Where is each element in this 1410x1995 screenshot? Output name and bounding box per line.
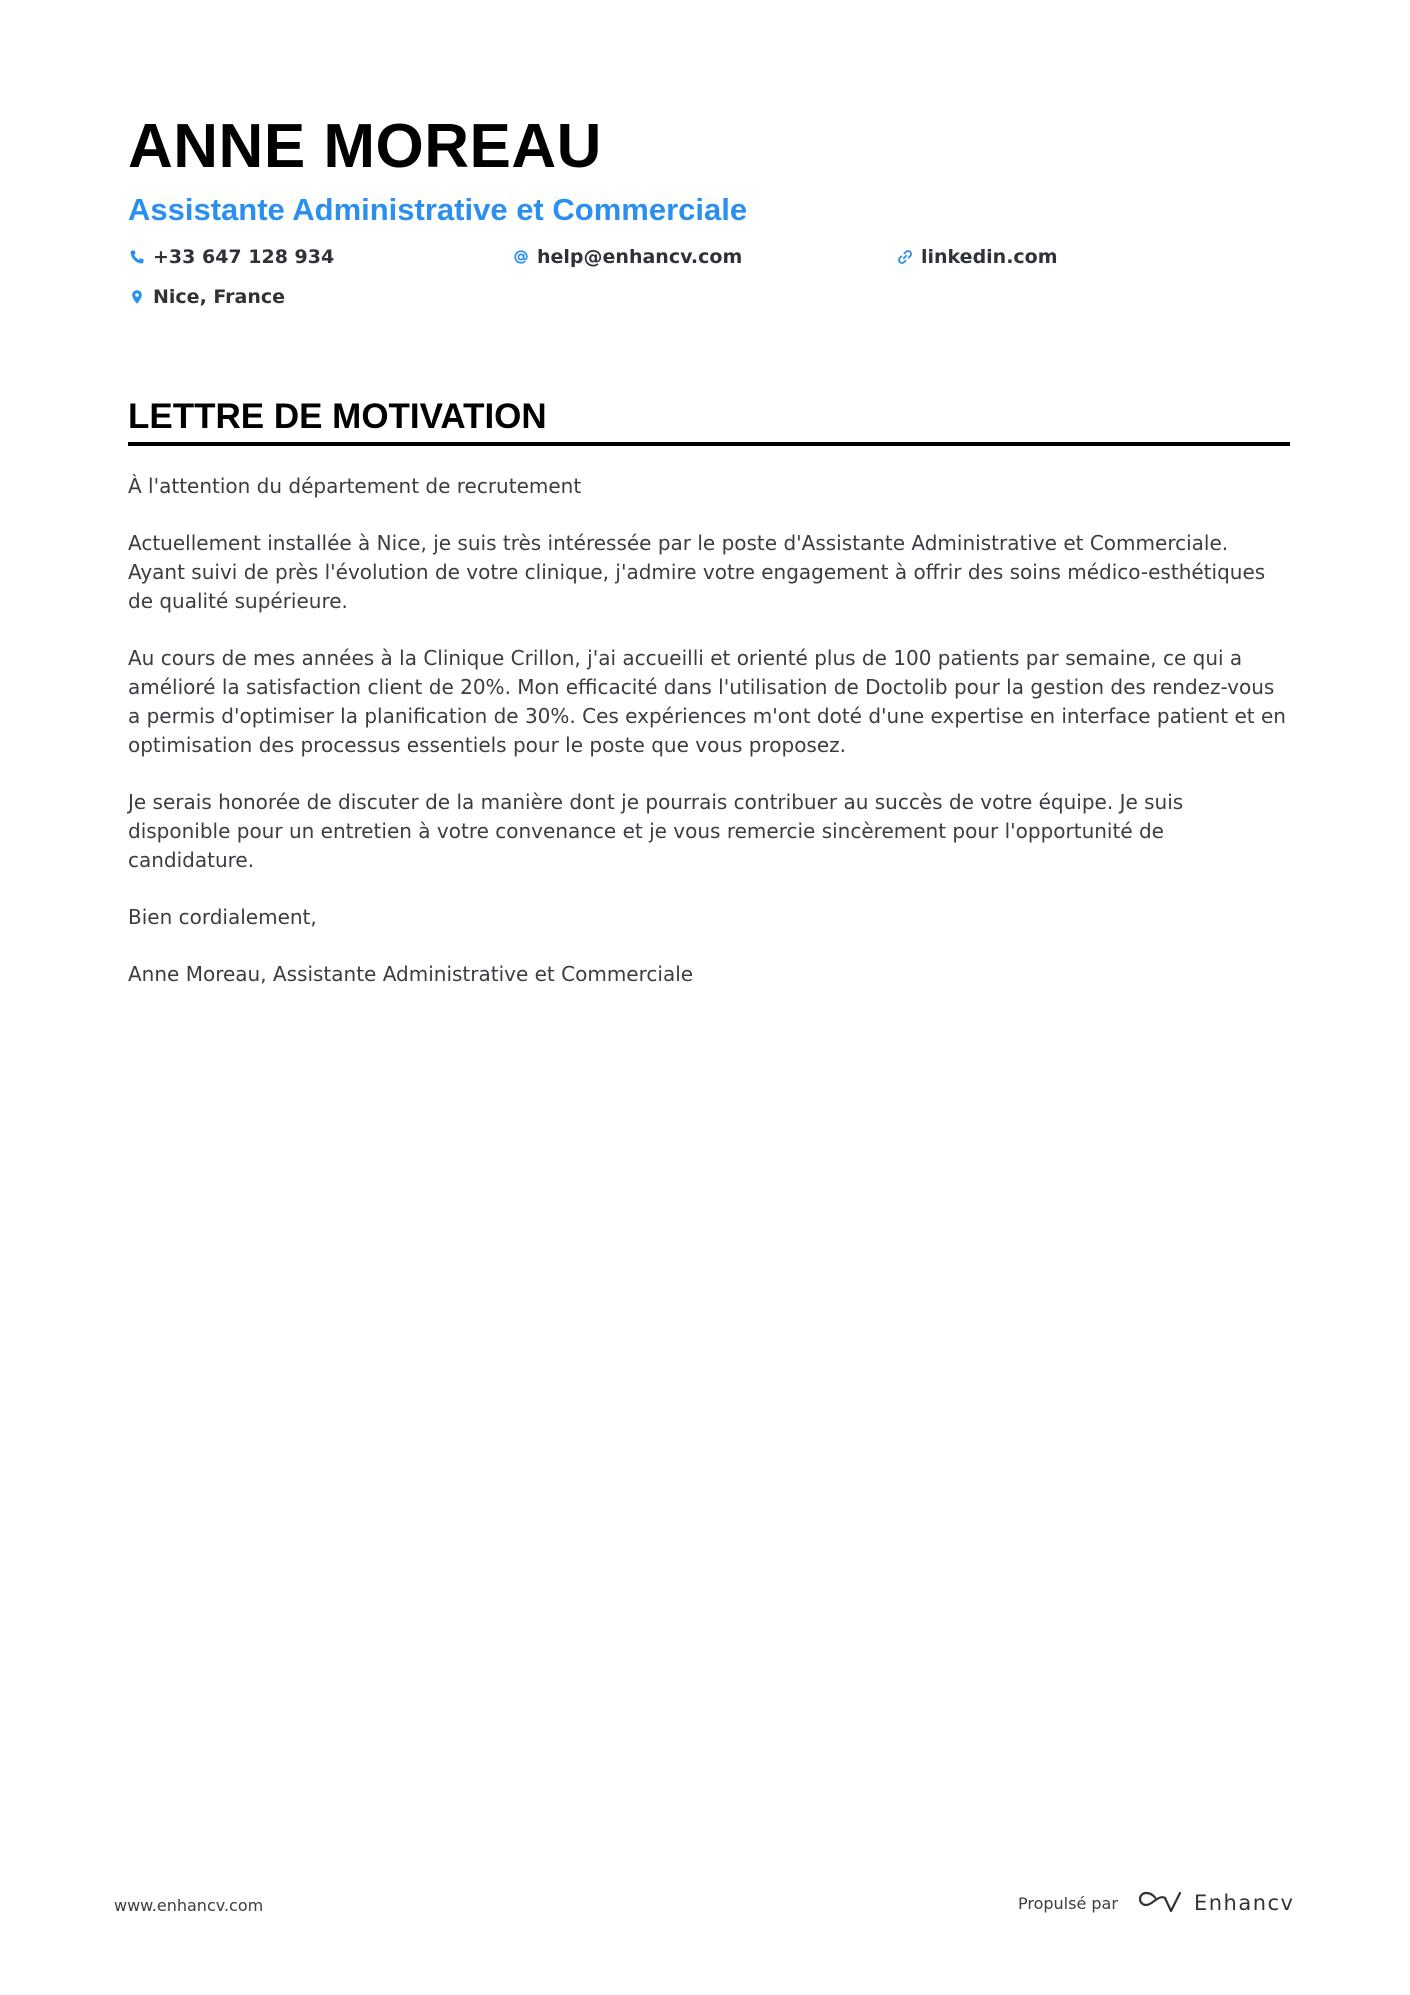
cover-letter-section (128, 396, 1290, 1017)
letter-signature: Anne Moreau, Assistante Administrative et Commerciale (128, 962, 694, 986)
contact-phone (128, 244, 512, 270)
at-icon (512, 248, 530, 266)
letter-paragraph: Je serais honorée de discuter de la manière dont je pourrais contribuer au succès de votre équipe. Je suis disponible pour un entretien à votre convenance et je vous remercie sincèrement pour l'opportunité de candidature. (128, 790, 1184, 872)
footer-branding (1018, 1890, 1294, 1916)
map-pin-icon (128, 288, 146, 306)
phone-value: +33 647 128 934 (153, 246, 335, 268)
linkedin-value[interactable]: linkedin.com (921, 246, 1058, 268)
location-value: Nice, France (153, 286, 286, 308)
phone-icon (128, 248, 146, 266)
letter-paragraph: Au cours de mes années à la Clinique Crillon, j'ai accueilli et orienté plus de 100 patients par semaine, ce qui a amélioré la satisfaction client de 20%. Mon efficacité dans l'utilisation de Doctolib pour la gestion des rendez-vous a permis d'optimiser la planification de 30%. Ces expériences m'ont doté d'une expertise en interface patient et en optimisation des processus essentiels pour le poste que vous proposez. (128, 646, 1286, 757)
powered-by-label: Propulsé par (1018, 1893, 1118, 1913)
letter-salutation: À l'attention du département de recrutement (128, 474, 582, 498)
enhancv-logo-icon (1138, 1890, 1182, 1916)
header (128, 112, 1290, 310)
letter-body (128, 472, 1290, 989)
brand-name: Enhancv (1193, 1891, 1295, 1915)
letter-paragraph: Actuellement installée à Nice, je suis très intéressée par le poste d'Assistante Administrative et Commerciale. Ayant suivi de près l'évolution de votre clinique, j'admire votre engagement à offrir des soins médico-esthétiques de qualité supérieure. (128, 531, 1266, 613)
contact-email (512, 244, 896, 270)
contact-location (128, 284, 512, 310)
letter-closing: Bien cordialement, (128, 905, 317, 929)
link-icon (896, 248, 914, 266)
contact-list (128, 244, 1290, 310)
candidate-name: ANNE MOREAU (128, 112, 602, 181)
contact-linkedin (896, 244, 1280, 270)
footer-website-link[interactable]: www.enhancv.com (114, 1896, 264, 1915)
section-title: LETTRE DE MOTIVATION (128, 396, 1290, 446)
email-value[interactable]: help@enhancv.com (537, 246, 743, 268)
candidate-role: Assistante Administrative et Commerciale (128, 192, 748, 227)
